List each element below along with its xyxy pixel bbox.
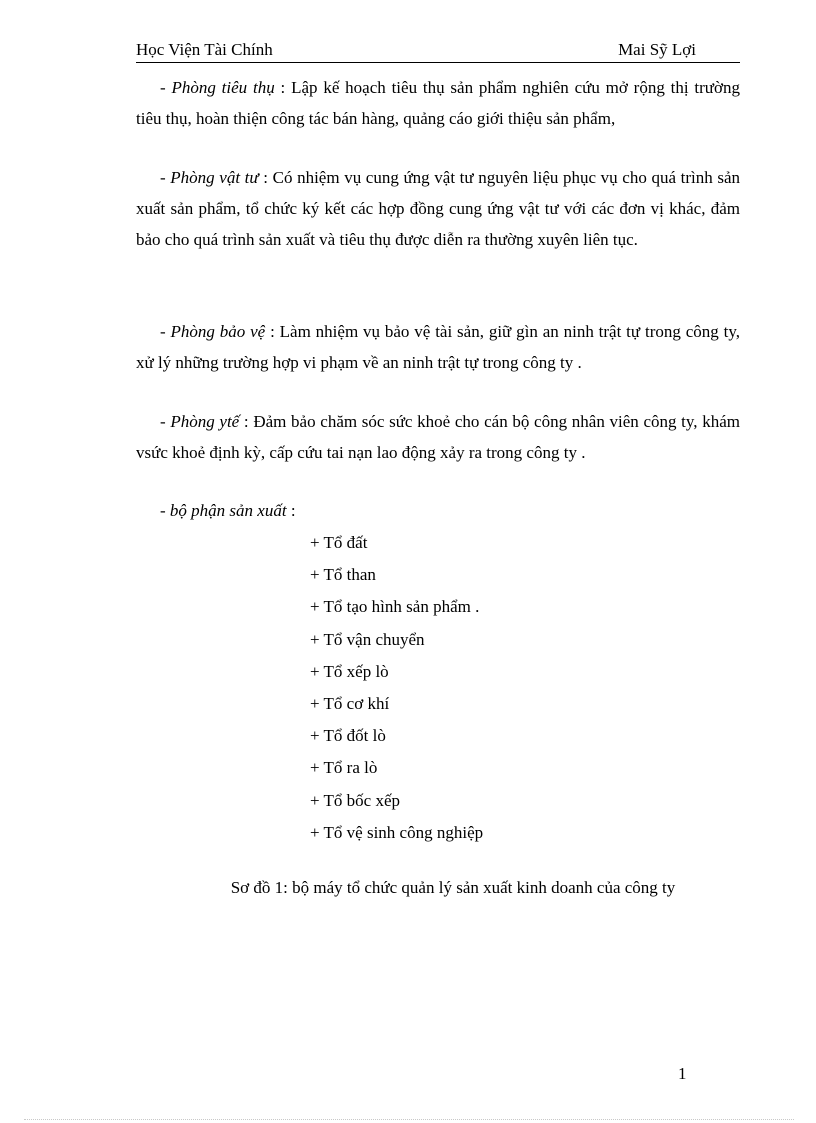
- paragraph-lead: -: [160, 412, 171, 431]
- paragraph-term: Phòng tiêu thụ: [171, 78, 275, 97]
- caption-text: Sơ đồ 1: bộ máy tổ chức quản lý sản xuất kinh doanh của công ty: [230, 878, 676, 897]
- paragraph-text: : Làm nhiệm vụ bảo vệ tài sản, giữ gìn an ninh trật tự trong công ty, xử lý những trường hợp vi phạm về an ninh trật tự trong công ty .: [136, 322, 740, 372]
- paragraph-text: : Có nhiệm vụ cung ứng vật tư nguyên liệu phục vụ cho quá trình sản xuất sản phẩm, tổ chức ký kết các hợp đồng cung ứng vật tư với các đơn vị khác, đảm bảo cho quá trình sản xuất và tiêu thụ được diễn ra thường xuyên liên tục.: [136, 168, 740, 249]
- paragraph-health-dept: [136, 406, 740, 468]
- list-item: + Tổ vận chuyển: [310, 629, 425, 649]
- production-suffix: :: [286, 501, 296, 520]
- paragraph-text: : Đảm bảo chăm sóc sức khoẻ cho cán bộ công nhân viên công ty, khám vsức khoẻ định kỳ, cấp cứu tai nạn lao động xảy ra trong công ty .: [136, 412, 740, 462]
- page-number: 1: [678, 1064, 687, 1083]
- production-teams-list: [310, 531, 483, 853]
- list-item: + Tổ cơ khí: [310, 693, 390, 713]
- paragraph-text: : Lập kế hoạch tiêu thụ sản phẩm nghiên cứu mở rộng thị trường tiêu thụ, hoàn thiện công tác bán hàng, quảng cáo giới thiệu sản phẩm,: [136, 78, 740, 128]
- header-institution: Học Viện Tài Chính: [136, 40, 273, 59]
- paragraph-supplies-dept: [136, 162, 740, 255]
- list-item: + Tổ đốt lò: [310, 726, 386, 746]
- paragraph-term: Phòng ytế: [170, 412, 240, 431]
- figure-caption: [0, 876, 816, 900]
- list-item: + Tổ bốc xếp: [310, 790, 401, 810]
- paragraph-lead: -: [160, 322, 171, 341]
- production-lead: -: [160, 501, 170, 520]
- header-author: Mai Sỹ Lợi: [618, 40, 696, 59]
- list-item: + Tổ tạo hình sản phẩm .: [310, 597, 480, 617]
- production-term: bộ phận sản xuất: [169, 501, 287, 520]
- production-heading: [160, 499, 296, 523]
- list-item: + Tổ ra lò: [310, 758, 378, 778]
- list-item: + Tổ đất: [310, 533, 368, 552]
- page-bottom-border: [24, 1119, 794, 1120]
- paragraph-security-dept: [136, 316, 740, 378]
- list-item: + Tổ than: [310, 565, 376, 585]
- page-header: [136, 38, 740, 63]
- paragraph-sales-dept: [136, 72, 740, 134]
- paragraph-lead: -: [160, 78, 172, 97]
- paragraph-term: Phòng bảo vệ: [170, 322, 266, 341]
- paragraph-term: Phòng vật tư: [170, 168, 259, 187]
- list-item: + Tổ xếp lò: [310, 661, 389, 681]
- list-item: + Tổ vệ sinh công nghiệp: [310, 822, 484, 842]
- paragraph-lead: -: [160, 168, 171, 187]
